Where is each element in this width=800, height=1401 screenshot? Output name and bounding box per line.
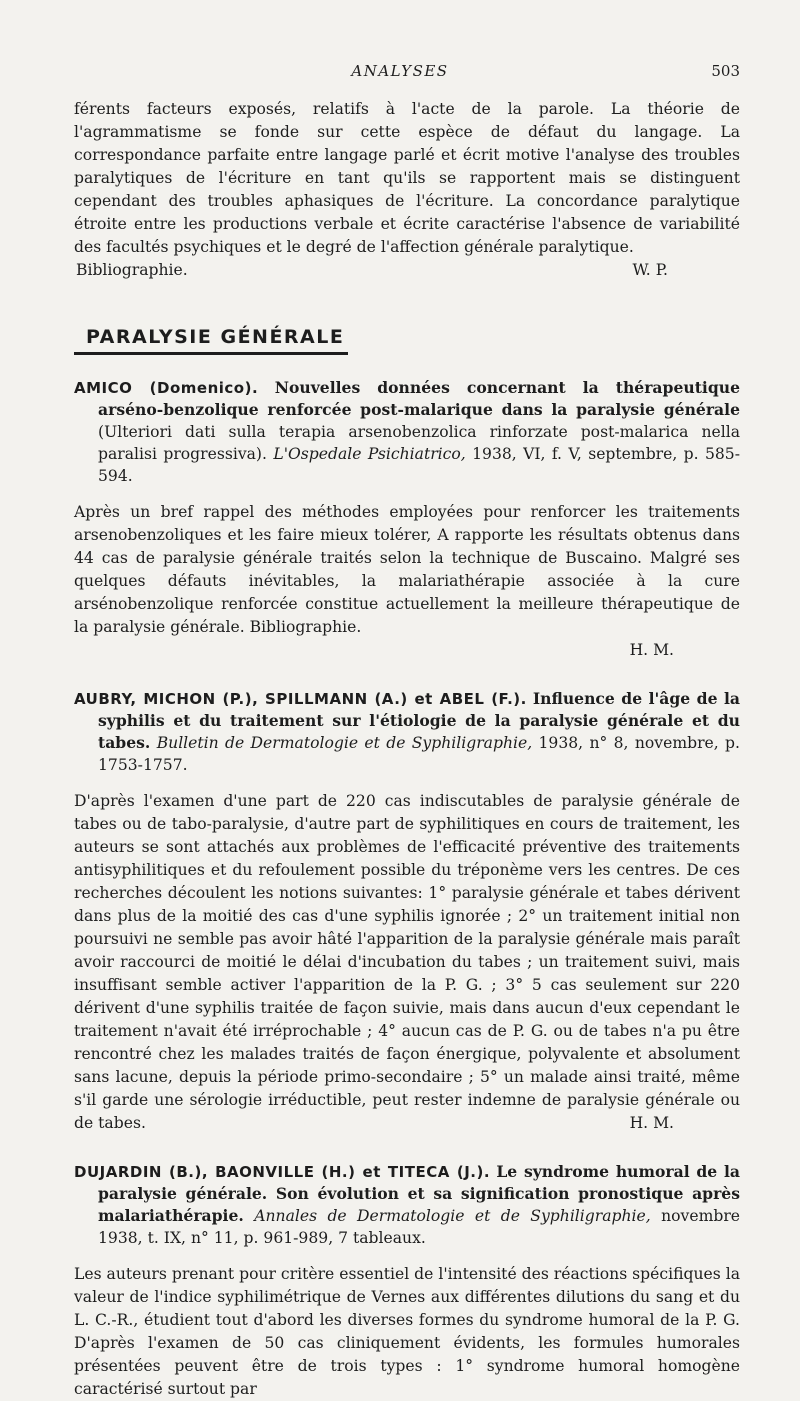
entry-authors: AUBRY, MICHON (P.), SPILLMANN (A.) et ABEL (F.). bbox=[74, 690, 527, 708]
entry-title: Le syndrome humoral de la paralysie générale. Son évolution et sa signification pronostique après malariathérapie. bbox=[98, 1162, 740, 1225]
page-content bbox=[74, 98, 740, 1401]
entry-citation bbox=[74, 1161, 740, 1249]
entry bbox=[74, 1161, 740, 1401]
entry-title: Influence de l'âge de la syphilis et du traitement sur l'étiologie de la paralysie générale et du tabes. bbox=[98, 689, 740, 752]
running-head bbox=[0, 62, 800, 84]
entry-ref: novembre 1938, t. IX, n° 11, p. 961-989, 7 tableaux. bbox=[98, 1207, 741, 1247]
entry-head bbox=[74, 377, 740, 487]
entry-signature: H. M. bbox=[629, 641, 674, 659]
running-title: ANALYSES bbox=[351, 62, 449, 80]
intro-block bbox=[74, 98, 740, 282]
entry-authors: DUJARDIN (B.), BAONVILLE (H.) et TITECA (J.). bbox=[74, 1163, 491, 1181]
entry-ref: 1938, n° 8, novembre, p. 1753-1757. bbox=[98, 734, 740, 774]
entry-signature: H. M. bbox=[629, 1114, 674, 1132]
entry-head bbox=[74, 1161, 740, 1249]
entry-ref: 1938, VI, f. V, septembre, p. 585-594. bbox=[98, 445, 740, 485]
entry-abstract: Après un bref rappel des méthodes employées pour renforcer les traitements arsenobenzoliques et les faire mieux tolérer, A rapporte les résultats obtenus dans 44 cas de paralysie générale traités selon la technique de Buscaino. Malgré ses quelques défauts inévitables, la malariathérapie associée à la cure arsénobenzolique renforcée constitue actuellement la meilleure thérapeutique de la paralysie générale. Bibliographie. bbox=[74, 503, 740, 636]
entry-journal: Annales de Dermatologie et de Syphiligraphie, bbox=[254, 1207, 651, 1225]
entry-title: Nouvelles données concernant la thérapeutique arséno-benzolique renforcée post-malarique dans la paralysie générale bbox=[98, 378, 740, 419]
entry-head bbox=[74, 688, 740, 776]
page-number: 503 bbox=[711, 62, 740, 80]
intro-signature: W. P. bbox=[632, 261, 668, 279]
entry-authors: AMICO (Domenico). bbox=[74, 379, 259, 397]
entry-body bbox=[74, 501, 740, 662]
intro-biblio: Bibliographie. bbox=[76, 261, 188, 279]
entry-abstract: D'après l'examen d'une part de 220 cas indiscutables de paralysie générale de tabes ou de tabo-paralysie, d'autre part de syphilitiques en cours de traitement, les auteurs se sont attachés aux problèmes de l'efficacité préventive des traitements antisyphilitiques et du refoulement possible du tréponème vers les centres. De ces recherches découlent les notions suivantes: 1° paralysie générale et tabes dérivent dans plus de la moitié des cas d'une syphilis ignorée ; 2° un traitement initial non poursuivi ne semble pas avoir hâté l'apparition de la paralysie générale mais paraît avoir raccourci de moitié le délai d'incubation du tabes ; un traitement suivi, mais insuffisant semble activer l'apparition de la P. G. ; 3° 5 cas seulement sur 220 dérivent d'une syphilis traitée de façon suivie, mais dans aucun d'eux cependant le traitement n'avait été irréprochable ; 4° aucun cas de P. G. ou de tabes n'a pu être rencontré chez les malades traités de façon énergique, polyvalente et absolument sans lacune, depuis la période primo-secondaire ; 5° un malade ainsi traité, même s'il garde une sérologie irréductible, peut rester indemne de paralysie générale ou de tabes. bbox=[74, 792, 740, 1132]
entry-abstract: Les auteurs prenant pour critère essentiel de l'intensité des réactions spécifiques la valeur de l'indice syphilimétrique de Vernes aux différentes dilutions du sang et du L. C.-R., étudient tout d'abord les diverses formes du syndrome humoral de la P. G. D'après l'examen de 50 cas cliniquement évidents, les formules humorales présentées peuvent être de trois types : 1° syndrome humoral homogène caractérisé surtout par bbox=[74, 1265, 740, 1398]
entry bbox=[74, 377, 740, 662]
entry-citation bbox=[74, 377, 740, 487]
entry-body bbox=[74, 790, 740, 1135]
entry-journal: Bulletin de Dermatologie et de Syphiligraphie, bbox=[156, 734, 533, 752]
entry-body bbox=[74, 1263, 740, 1401]
entry-translation: (Ulteriori dati sulla terapia arsenobenzolica rinforzate post-malarica nella paralisi progressiva). bbox=[98, 423, 740, 463]
entry-journal: L'Ospedale Psichiatrico, bbox=[273, 445, 466, 463]
entry-citation bbox=[74, 688, 740, 776]
entry bbox=[74, 688, 740, 1135]
intro-paragraph: férents facteurs exposés, relatifs à l'acte de la parole. La théorie de l'agrammatisme se fonde sur cette espèce de défaut du langage. La correspondance parfaite entre langage parlé et écrit motive l'analyse des troubles paralytiques de l'écriture en tant qu'ils se rapportent mais se distinguent cependant des troubles aphasiques de l'écriture. La concordance paralytique étroite entre les productions verbale et écrite caractérise l'absence de variabilité des facultés psychiques et le degré de l'affection générale paralytique. bbox=[74, 100, 740, 256]
section-title: PARALYSIE GÉNÉRALE bbox=[74, 326, 348, 355]
intro-footer bbox=[74, 259, 740, 282]
